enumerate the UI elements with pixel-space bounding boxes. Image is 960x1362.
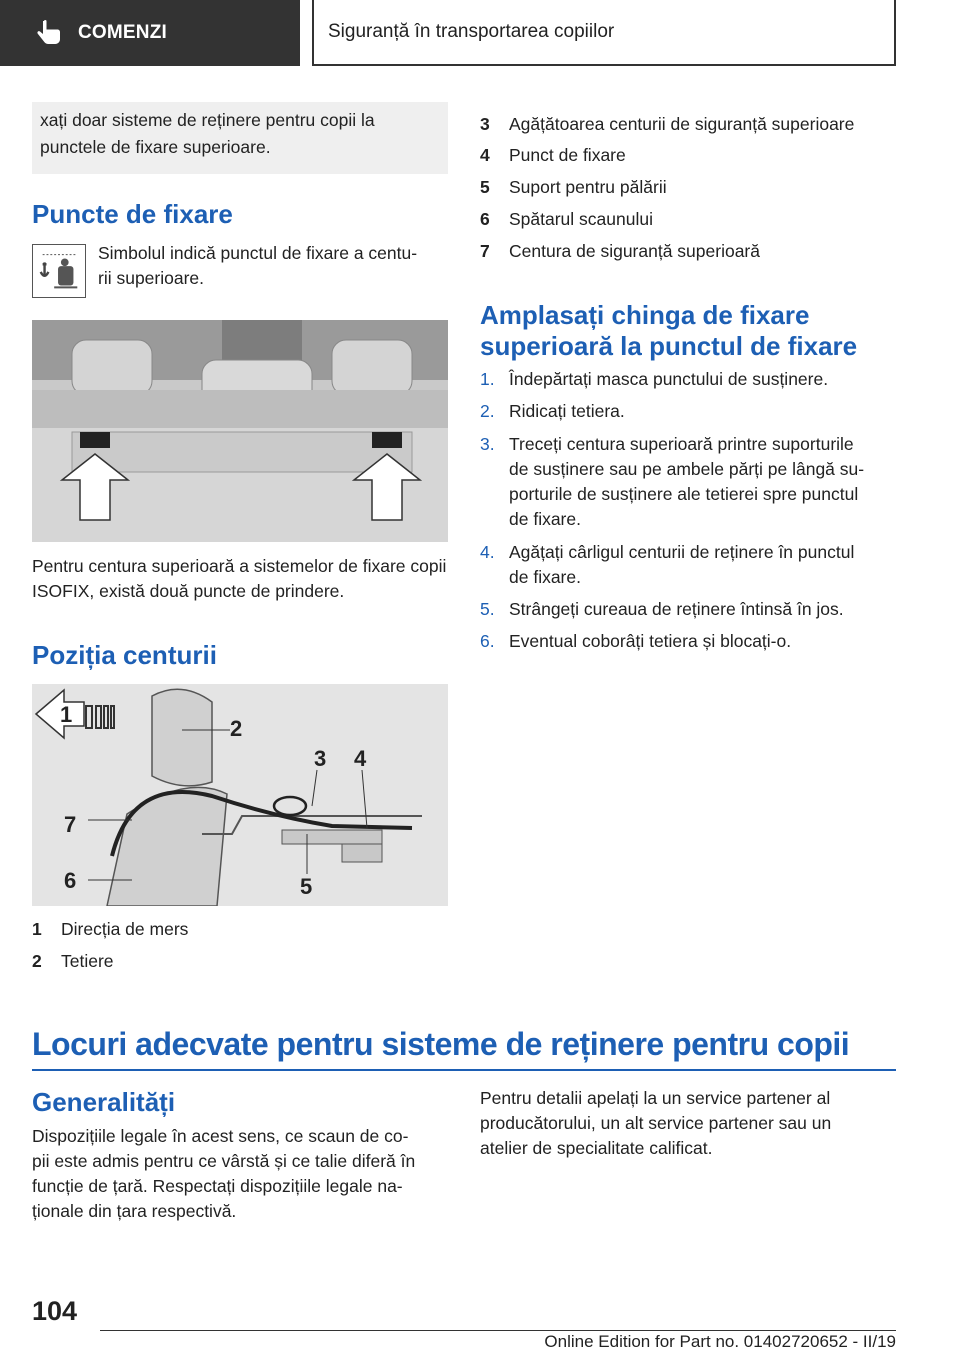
child-seat-anchor-symbol-icon — [32, 244, 86, 298]
legend-num: 2 — [32, 951, 42, 971]
step-text: Îndepărtați masca punctului de susținere. — [509, 369, 829, 389]
step-item — [480, 399, 900, 424]
header-section-tab[interactable] — [0, 0, 300, 66]
step-text-line: de fixare. — [509, 567, 581, 587]
step-num: 2. — [480, 401, 495, 421]
diagram-label-5: 5 — [300, 874, 313, 899]
step-num: 6. — [480, 631, 495, 651]
step-text-line: de fixare. — [509, 509, 581, 529]
fasten-heading-line-2: superioară la punctul de fixare — [480, 331, 858, 361]
step-text: Strângeți cureaua de reținere întinsă în jos. — [509, 599, 844, 619]
header-chapter-title — [312, 0, 896, 66]
paragraph-line: funcție de țară. Respectați dispozițiile legale na- — [32, 1176, 403, 1196]
legend-item — [480, 239, 900, 264]
legend-num: 3 — [480, 114, 490, 134]
step-text-line: de susținere sau pe ambele părți pe lângă su- — [509, 459, 865, 479]
general-paragraph-left — [32, 1124, 456, 1224]
paragraph-line: ționale din țara respectivă. — [32, 1201, 237, 1221]
legend-item — [32, 917, 452, 942]
step-text-line: Agățați cârligul centurii de reținere în punctul — [509, 542, 855, 562]
intro-note-box — [32, 102, 448, 174]
step-item — [480, 597, 900, 622]
diagram-label-6: 6 — [64, 868, 77, 893]
hand-pointer-icon — [34, 18, 64, 48]
diagram-label-1: 1 — [60, 702, 73, 727]
legend-num: 7 — [480, 241, 490, 261]
legend-item — [32, 949, 452, 974]
step-text-line: porturile de susținere ale tetierei spre punctul — [509, 484, 859, 504]
paragraph-line: Dispozițiile legale în acest sens, ce scaun de co- — [32, 1126, 409, 1146]
fasten-strap-heading — [480, 300, 900, 362]
paragraph-line: producătorului, un alt service partener sau un — [480, 1113, 832, 1133]
legend-item — [480, 143, 900, 168]
diagram-label-4: 4 — [354, 746, 367, 771]
step-item — [480, 432, 900, 532]
anchor-caption: Pentru centura superioară a sistemelor de fixare copii ISOFIX, există două puncte de prindere. — [32, 556, 447, 601]
header-title-text: Siguranță în transportarea copiilor — [328, 21, 615, 42]
paragraph-line: atelier de specialitate calificat. — [480, 1138, 713, 1158]
belt-position-heading: Poziția centurii — [32, 640, 217, 670]
step-item — [480, 367, 900, 392]
legend-text: Centura de siguranță superioară — [509, 241, 760, 261]
step-text: Ridicați tetiera. — [509, 401, 625, 421]
legend-num: 4 — [480, 145, 490, 165]
step-item — [480, 540, 900, 590]
legend-num: 5 — [480, 177, 490, 197]
legend-item — [480, 175, 900, 200]
paragraph-line: Pentru detalii apelați la un service partener al — [480, 1088, 831, 1108]
heading-divider — [32, 1069, 896, 1071]
step-num: 4. — [480, 542, 495, 562]
step-item — [480, 629, 900, 654]
rear-shelf-anchor-photo — [32, 320, 448, 542]
symbol-desc-line-1: Simbolul indică punctul de fixare a centu- — [98, 243, 418, 263]
diagram-label-7: 7 — [64, 812, 77, 837]
step-text-line: Treceți centura superioară printre suporturile — [509, 434, 854, 454]
intro-note-text: xați doar sisteme de reținere pentru copii la punctele de fixare superioare. — [40, 110, 375, 157]
step-num: 1. — [480, 369, 495, 389]
legend-text: Tetiere — [61, 951, 114, 971]
step-text: Eventual coborâți tetiera și blocați-o. — [509, 631, 792, 651]
general-paragraph-right — [480, 1086, 900, 1161]
header-section-label: COMENZI — [78, 22, 168, 43]
diagram-label-2: 2 — [230, 716, 243, 741]
legend-text: Direcția de mers — [61, 919, 189, 939]
diagram-label-3: 3 — [314, 746, 327, 771]
legend-text: Punct de fixare — [509, 145, 626, 165]
step-num: 5. — [480, 599, 495, 619]
fasten-heading-line-1: Amplasați chinga de fixare — [480, 300, 810, 330]
paragraph-line: pii este admis pentru ce vârstă și ce talie diferă în — [32, 1151, 416, 1171]
general-subheading: Generalități — [32, 1087, 176, 1117]
symbol-description — [98, 241, 450, 291]
legend-text: Suport pentru pălării — [509, 177, 667, 197]
legend-item — [480, 207, 900, 232]
step-num: 3. — [480, 434, 495, 454]
suitable-places-heading: Locuri adecvate pentru sisteme de reținere pentru copii — [32, 1026, 850, 1062]
legend-text: Agățătoarea centurii de siguranță superioare — [509, 114, 855, 134]
anchor-points-heading: Puncte de fixare — [32, 199, 233, 229]
legend-num: 6 — [480, 209, 490, 229]
legend-text: Spătarul scaunului — [509, 209, 653, 229]
legend-num: 1 — [32, 919, 42, 939]
legend-item — [480, 112, 900, 137]
symbol-desc-line-2: rii superioare. — [98, 268, 205, 288]
belt-routing-diagram — [32, 684, 448, 906]
footer-divider — [100, 1330, 896, 1331]
footer-edition: Online Edition for Part no. 01402720652 - II/19 — [544, 1332, 896, 1351]
page-number: 104 — [32, 1296, 78, 1326]
